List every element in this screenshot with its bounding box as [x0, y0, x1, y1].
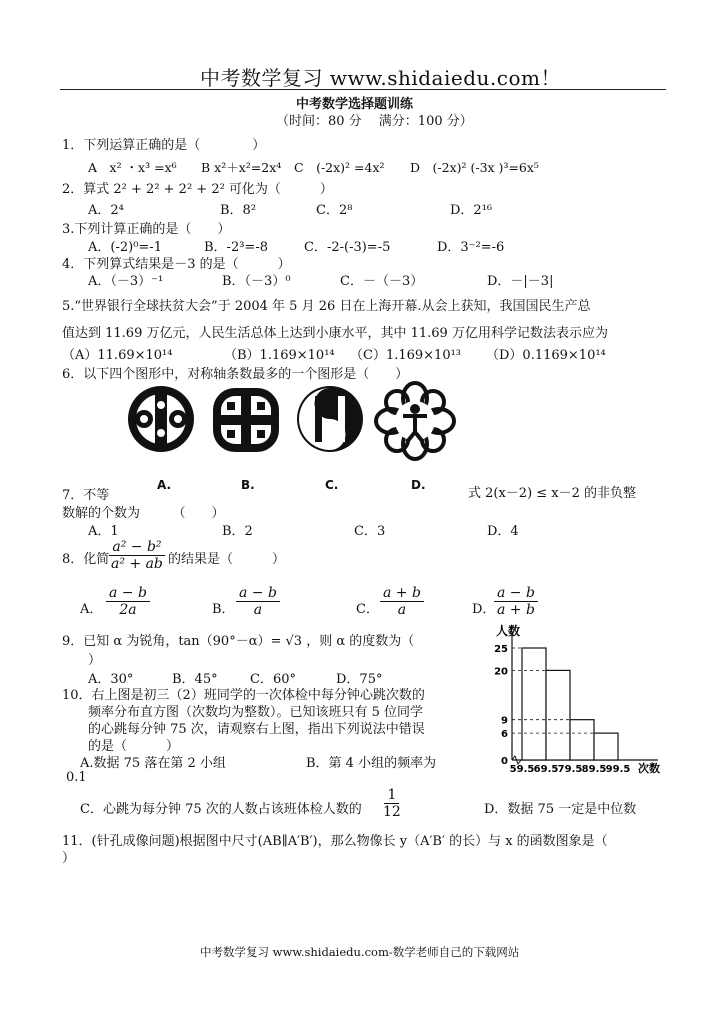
q7-stem-left: 7．不等	[62, 488, 110, 503]
q11-line-2: ）	[62, 851, 76, 866]
q10-option-c-numerator: 1	[384, 787, 399, 804]
q8-option-c-denominator: a	[397, 602, 407, 619]
q7-option-a: A．1	[88, 524, 119, 539]
q2-option-c: C．2⁸	[316, 203, 353, 218]
q8-expr-denominator: a² + ab	[111, 556, 163, 573]
q5-option-d: （D）0.1169×10¹⁴	[486, 348, 606, 363]
histogram-bar	[594, 733, 618, 760]
q7-option-b: B．2	[222, 524, 253, 539]
q9-option-b: B．45°	[172, 672, 218, 687]
q8-suffix: 的结果是（ ）	[168, 552, 286, 567]
q5-line-2: 值达到 11.69 万亿元，人民生活总体上达到小康水平，其中 11.69 万亿用科学记数法表示应为	[62, 326, 608, 341]
histogram-x-tick-label: 69.5	[533, 764, 559, 775]
q4-stem: 4．下列算式结果是－3 的是（ ）	[62, 257, 291, 272]
doc-title: 中考数学选择题训练	[296, 97, 414, 112]
q10-line-3: 的心跳每分钟 75 次，请观察右上图，指出下列说法中错误	[88, 722, 425, 737]
q9-option-c: C．60°	[250, 672, 296, 687]
doc-subtitle: （时间：80 分 满分：100 分）	[276, 114, 473, 129]
q7-option-d: D．4	[487, 524, 519, 539]
q11-line-1: 11．(针孔成像问题)根据图中尺寸(AB∥A′B′)，那么物像长 y（A′B′ 的长）与 x 的函数图象是（	[62, 834, 608, 849]
histogram-y-tick-label: 6	[501, 729, 508, 741]
histogram-x-tick-label: 79.5	[557, 764, 583, 775]
q8-option-d-numerator: a − b	[494, 585, 538, 602]
q8-expression	[108, 539, 166, 572]
q7-option-c: C．3	[354, 524, 386, 539]
q8-option-a-denominator: 2a	[119, 602, 137, 619]
q10-option-c-denominator: 12	[383, 804, 401, 821]
q10-line-4: 的是（ ）	[88, 739, 180, 754]
q9-option-a: A．30°	[88, 672, 134, 687]
histogram-bar	[570, 720, 594, 760]
q8-option-a	[106, 585, 150, 618]
q10-option-d: D．数据 75 一定是中位数	[484, 802, 637, 817]
q4-option-d: D．－|－3|	[487, 274, 554, 289]
q10-option-a: A.数据 75 落在第 2 小组	[80, 756, 226, 771]
q3-stem: 3.下列计算正确的是（ ）	[62, 222, 231, 237]
q1-option-b: B x²＋x²=2x⁴	[201, 160, 282, 175]
histogram-x-tick-label: 59.5	[509, 764, 535, 775]
histogram-y-tick-label: 20	[494, 666, 508, 678]
q9-stem: 9．已知 α 为锐角，tan（90°－α）= √3 ，则 α 的度数为（	[62, 634, 415, 649]
figure-b-label: B.	[241, 478, 255, 492]
q8-option-d-label: D．	[472, 602, 496, 617]
q7-stem-line-2: 数解的个数为 （ ）	[62, 506, 225, 521]
histogram-x-tick-label: 89.5	[581, 764, 607, 775]
q1-stem: 1．下列运算正确的是（ ）	[62, 138, 266, 153]
q8-option-d-denominator: a + b	[497, 602, 535, 619]
q8-prefix: 8．化简	[62, 552, 110, 567]
q10-line-1: 10．右上图是初三（2）班同学的一次体检中每分钟心跳次数的	[62, 688, 425, 703]
q10-line-2: 频率分布直方图（次数均为整数）。已知该班只有 5 位同学	[88, 705, 424, 720]
figure-d-label: D.	[411, 478, 426, 492]
q2-option-a: A．2⁴	[88, 203, 124, 218]
q4-option-b: B．（－3）⁰	[222, 274, 291, 289]
figure-a-label: A.	[157, 478, 172, 492]
histogram-x-label: 次数	[638, 762, 660, 775]
q2-option-b: B．8²	[220, 203, 257, 218]
q8-option-c-numerator: a + b	[380, 585, 424, 602]
q2-option-d: D．2¹⁶	[450, 203, 493, 218]
q10-option-b: B．第 4 小组的频率为	[306, 756, 437, 771]
histogram-y-label: 人数	[496, 624, 521, 638]
q9-option-d: D．75°	[336, 672, 383, 687]
histogram-y-tick-label: 0	[501, 756, 508, 767]
q10-option-c-fraction	[380, 787, 404, 820]
q9-close-paren: ）	[88, 653, 102, 668]
q1-option-d: D (-2x)² (-3x )³=6x⁵	[410, 160, 539, 175]
q8-expr-numerator: a² − b²	[109, 539, 164, 556]
histogram-x-tick-label: 99.5	[605, 764, 631, 775]
q3-option-a: A．(-2)⁰=-1	[88, 240, 162, 255]
q8-option-b	[236, 585, 280, 618]
q5-option-b: （B）1.169×10¹⁴	[224, 348, 335, 363]
figure-a-symbol	[124, 382, 198, 456]
q4-option-a: A．（－3）⁻¹	[88, 274, 164, 289]
q5-line-1: 5.“世界银行全球扶贫大会”于 2004 年 5 月 26 日在上海开幕.从会上获知，我国国民生产总	[62, 299, 591, 314]
figure-c-label: C.	[325, 478, 339, 492]
page-footer: 中考数学复习 www.shidaiedu.com-数学老师自己的下载网站	[200, 945, 520, 959]
q8-option-d	[494, 585, 538, 618]
q8-option-b-numerator: a − b	[236, 585, 280, 602]
q6-stem: 6．以下四个图形中，对称轴条数最多的一个图形是（ ）	[62, 367, 409, 382]
q8-option-a-label: A．	[80, 602, 103, 617]
figure-d-symbol	[373, 380, 457, 462]
q8-option-a-numerator: a − b	[106, 585, 150, 602]
q8-option-c	[380, 585, 424, 618]
histogram-y-tick-label: 9	[501, 715, 508, 727]
q4-option-c: C．－（－3）	[340, 274, 424, 289]
histogram-bar	[522, 648, 546, 760]
q8-option-b-label: B．	[212, 602, 235, 617]
q10-option-c-text: C．心跳为每分钟 75 次的人数占该班体检人数的	[80, 802, 362, 817]
figure-b-symbol	[207, 382, 285, 458]
q1-option-a: A x² ・x³ =x⁶	[88, 160, 177, 175]
heart-rate-histogram	[462, 620, 668, 780]
q8-option-c-label: C．	[356, 602, 379, 617]
histogram-bar	[546, 670, 570, 760]
q7-stem-right: 式 2(x－2) ≤ x－2 的非负整	[468, 486, 637, 501]
q3-option-c: C．-2-(-3)=-5	[304, 240, 391, 255]
q3-option-d: D．3⁻²=-6	[437, 240, 505, 255]
q1-option-c: C (-2x)² =4x²	[294, 160, 385, 175]
q3-option-b: B．-2³=-8	[204, 240, 268, 255]
q10-option-b-cont: 0.1	[66, 770, 87, 785]
q5-option-a: （A）11.69×10¹⁴	[62, 348, 173, 363]
figure-c-symbol	[293, 382, 367, 456]
q8-option-b-denominator: a	[253, 602, 263, 619]
site-header: 中考数学复习 www.shidaiedu.com！	[200, 66, 561, 90]
header-rule	[60, 89, 666, 90]
q2-stem: 2．算式 2² + 2² + 2² + 2² 可化为（ ）	[62, 182, 333, 197]
histogram-y-tick-label: 25	[494, 644, 508, 655]
q5-option-c: （C）1.169×10¹³	[350, 348, 462, 363]
